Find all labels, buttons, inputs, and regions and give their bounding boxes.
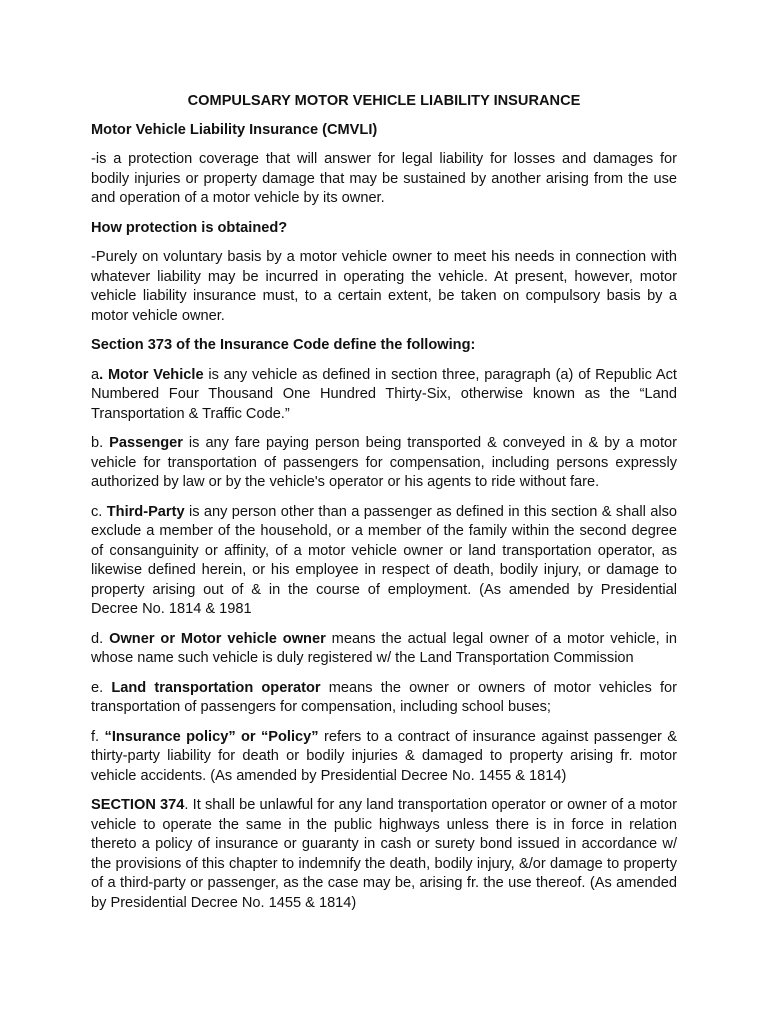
definition-text: is any fare paying person being transported & conveyed in & by a motor vehicle for transportation of passengers for compensation, including persons expressly authorized by law or by the vehicle's operator or his agents to ride without fare. xyxy=(91,435,677,490)
definition-term: Owner or Motor vehicle owner xyxy=(109,630,326,647)
definition-term: Third-Party xyxy=(106,503,185,520)
cmvli-heading: Motor Vehicle Liability Insurance (CMVLI) xyxy=(91,121,378,138)
definition-owner xyxy=(91,630,677,669)
definition-term: “Insurance policy” or “Policy” xyxy=(104,728,319,745)
protection-heading: How protection is obtained? xyxy=(91,219,288,236)
definition-prefix: b. xyxy=(91,435,110,451)
definition-text: refers to a contract of insurance against passenger & thirty-party liability for death or bodily injuries & damaged to property arising fr. motor vehicle accidents. (As amended by Presidential Decree No. 1455 & 1814) xyxy=(91,728,677,784)
section-374-text: . It shall be unlawful for any land transportation operator or owner of a motor vehicle to operate the same in the public highways unless there is in force in relation thereto a policy of insurance or guaranty in cash or surety bond issued in accordance w/ the provisions of this chapter to indemnify the death, bodily injury, &/or damage to property of a third-party or passenger, as the case may be, arising fr. the use thereof. (As amended by Presidential Decree No. 1455 & 1814) xyxy=(91,797,677,911)
definition-prefix: e. xyxy=(91,679,112,696)
definition-term: Passenger xyxy=(109,435,183,451)
definition-motor-vehicle xyxy=(91,366,677,425)
definition-prefix: f. xyxy=(91,728,105,745)
definition-passenger xyxy=(91,434,677,493)
section-374-label: SECTION 374 xyxy=(91,797,185,813)
definition-text: means the owner or owners of motor vehicles for transportation of passengers for compensation, including school buses; xyxy=(91,679,677,715)
definition-prefix: c. xyxy=(91,503,107,520)
definition-term: . Motor Vehicle xyxy=(99,366,204,383)
definition-prefix: d. xyxy=(91,630,110,647)
definition-prefix: a xyxy=(91,366,100,383)
definition-term: Land transportation operator xyxy=(111,679,321,696)
section-374-paragraph xyxy=(91,796,677,913)
definition-insurance-policy xyxy=(91,728,677,787)
definition-text: is any vehicle as defined in section three, paragraph (a) of Republic Act Numbered Four Thousand One Hundred Thirty-Six, otherwise known as the “Land Transportation & Traffic Code.” xyxy=(91,366,677,422)
definition-third-party xyxy=(91,503,677,620)
definition-text: means the actual legal owner of a motor vehicle, in whose name such vehicle is duly registered w/ the Land Transportation Commission xyxy=(91,630,677,666)
protection-paragraph: -Purely on voluntary basis by a motor vehicle owner to meet his needs in connection with whatever liability may be incurred in operating the vehicle. At present, however, motor vehicle liability insurance must, to a certain extent, be taken on compulsory basis by a motor vehicle owner. xyxy=(91,249,677,324)
definition-text: is any person other than a passenger as defined in this section & shall also exclude a member of the household, or a member of the family within the second degree of consanguinity or affinity, of a motor vehicle owner or land transportation operator, as likewise defined herein, or his employee in respect of death, bodily injury, or damage to property arising out of & in the course of employment. (As amended by Presidential Decree No. 1814 & 1981 xyxy=(91,503,677,617)
section-373-heading: Section 373 of the Insurance Code define the following: xyxy=(91,337,476,353)
document-page xyxy=(91,92,677,923)
document-title: COMPULSARY MOTOR VEHICLE LIABILITY INSURANCE xyxy=(187,93,581,109)
cmvli-paragraph: -is a protection coverage that will answer for legal liability for losses and damages for bodily injuries or property damage that may be sustained by another arising from the use and operation of a motor vehicle by its owner. xyxy=(91,151,677,206)
definition-land-transportation-operator xyxy=(91,679,677,718)
